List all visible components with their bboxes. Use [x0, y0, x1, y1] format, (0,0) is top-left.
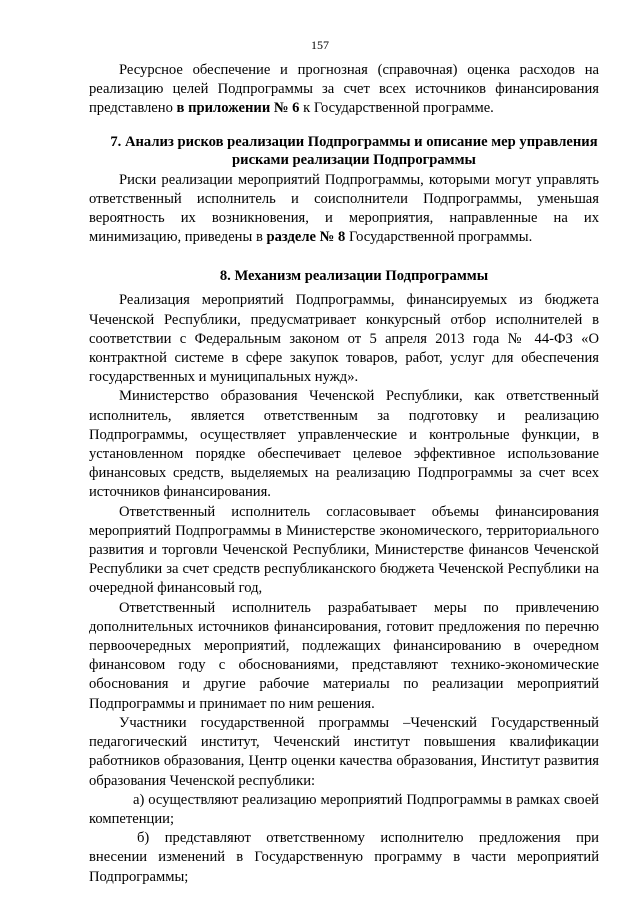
page-number: 157	[311, 38, 329, 52]
resource-text-start: Ресурсное обеспечение и прогнозная (справочная) оценка расходов на реализацию целей Подпрограммы за счет всех источников финансирования представлено	[89, 62, 599, 117]
mechanism-paragraph: Участники государственной программы –Чеченский Государственный педагогический институт, Чеченский институт повышения квалификации работников образования, Центр оценки качества образования, Институт развития образования Чеченской республики:	[89, 714, 599, 789]
resource-paragraph	[89, 61, 599, 119]
mechanism-paragraph: Реализация мероприятий Подпрограммы, финансируемых из бюджета Чеченской Республики, предусматривает конкурсный отбор исполнителей в соответствии с Федеральным законом от 5 апреля 2013 года № 44-ФЗ «О контрактной системе в сфере закупок товаров, работ, услуг для обеспечения государственных и муниципальных нужд».	[89, 292, 599, 386]
section-8-heading: 8. Механизм реализации Подпрограммы	[219, 268, 489, 285]
mechanism-paragraph: Ответственный исполнитель разрабатывает меры по привлечению дополнительных источников финансирования, готовит предложения по перечню первоочередных мероприятий, подлежащих финансированию в очередном финансовом году с обоснованиями, представляют технико-экономические обоснования и другие рабочие материалы по реализации мероприятий Подпрограммы и принимает по ним решения.	[89, 599, 599, 712]
risk-text-end: Государственной программы.	[345, 229, 533, 246]
list-item: а) осуществляют реализацию мероприятий Подпрограммы в рамках своей компетенции;	[89, 791, 599, 827]
section-7-heading: 7. Анализ рисков реализации Подпрограммы и описание мер управления рисками реализации Подпрограммы	[110, 133, 598, 168]
section-reference: разделе № 8	[266, 229, 346, 246]
page-body	[89, 61, 599, 887]
risk-text-start: Риски реализации мероприятий Подпрограммы, которыми могут управлять ответственный исполнитель и соисполнители Подпрограммы, уменьшая вероятность их возникновения, и мероприятия, направленные на их минимизацию, приведены в	[89, 171, 599, 246]
resource-text-end: к Государственной программе.	[299, 100, 494, 117]
risk-paragraph	[89, 171, 599, 248]
list-item: б) представляют ответственному исполнителю предложения при внесении изменений в Государственную программу в части мероприятий Подпрограммы;	[89, 830, 599, 885]
appendix-reference: в приложении № 6	[176, 100, 300, 117]
mechanism-paragraph: Министерство образования Чеченской Республики, как ответственный исполнитель, является ответственным за подготовку и реализацию Подпрограммы, осуществляет управленческие и контрольные функции, в установленном порядке обеспечивает целевое эффективное использование финансовых средств, выделяемых на реализацию Подпрограммы за счет всех источников финансирования.	[89, 388, 599, 501]
mechanism-paragraph: Ответственный исполнитель согласовывает объемы финансирования мероприятий Подпрограммы в Министерстве экономического, территориального развития и торговли Чеченской Республики, Министерстве финансов Чеченской Республики за счет средств республиканского бюджета Чеченской Республики на очередной финансовый год,	[89, 503, 599, 597]
